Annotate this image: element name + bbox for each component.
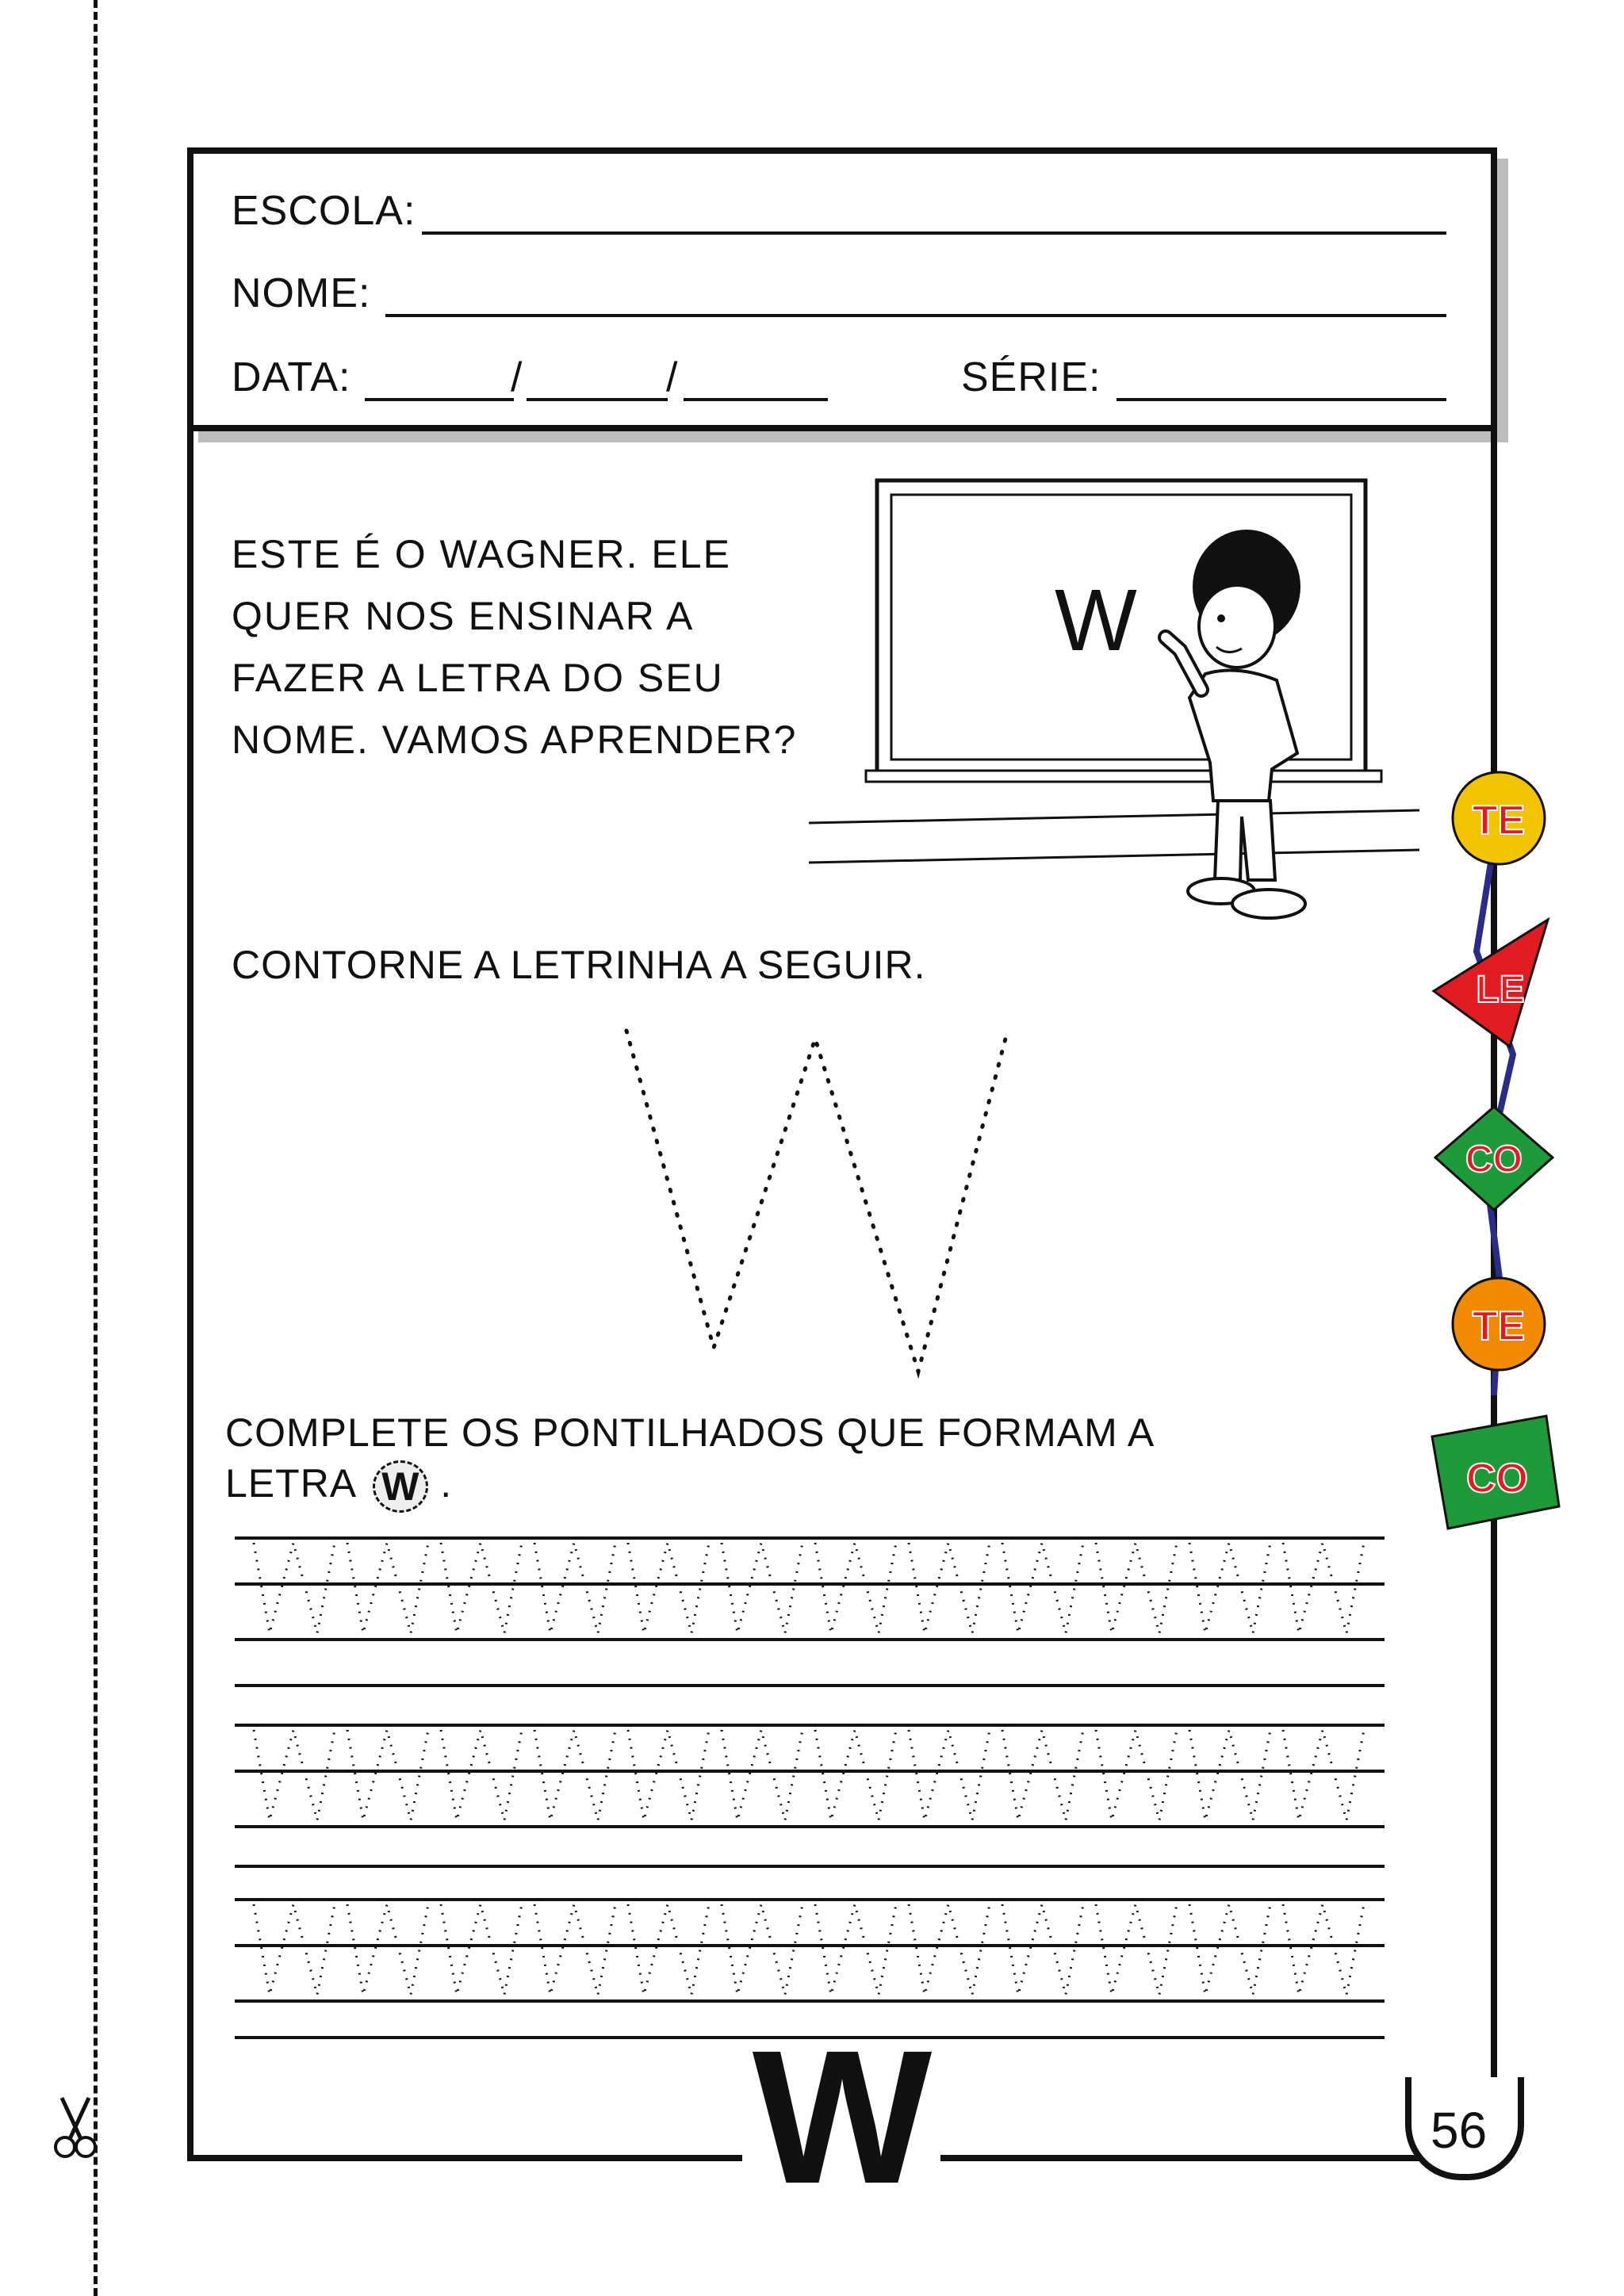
- date-separator: /: [511, 354, 523, 400]
- board-letter: W: [1055, 572, 1137, 669]
- intro-line: NOME. VAMOS APRENDER?: [232, 718, 798, 762]
- page-number: 56: [1431, 2102, 1488, 2159]
- intro-line: QUER NOS ENSINAR A: [232, 594, 695, 638]
- date-month-field[interactable]: [527, 398, 668, 401]
- intro-text: [232, 523, 797, 771]
- badge-co2-text: CO: [1466, 1456, 1528, 1502]
- complete-instruction-prefix: LETRA: [225, 1461, 355, 1506]
- practice-lines: [230, 1522, 1396, 2061]
- date-day-field[interactable]: [365, 398, 514, 401]
- cut-line: [94, 0, 98, 2296]
- date-label: DATA:: [232, 354, 351, 400]
- trace-instruction: CONTORNE A LETRINHA A SEGUIR.: [232, 943, 926, 987]
- intro-line: ESTE É O WAGNER. ELE: [232, 532, 731, 576]
- teleco-side-badges: [1427, 761, 1570, 1538]
- complete-instruction-line1: COMPLETE OS PONTILHADOS QUE FORMAM A: [225, 1410, 1155, 1455]
- school-field[interactable]: [422, 232, 1446, 235]
- name-field[interactable]: [385, 314, 1446, 317]
- complete-instruction-suffix: .: [440, 1461, 453, 1506]
- name-label: NOME:: [232, 270, 371, 316]
- grade-field[interactable]: [1116, 398, 1446, 401]
- badge-le-text: LE: [1476, 969, 1525, 1011]
- boy-at-chalkboard-illustration: [793, 468, 1427, 959]
- badge-te-text: TE: [1472, 798, 1526, 844]
- badge-te2-text: TE: [1472, 1303, 1526, 1349]
- intro-line: FAZER A LETRA DO SEU: [232, 656, 724, 700]
- badge-co-text: CO: [1465, 1138, 1522, 1181]
- scissors-icon: [48, 2093, 103, 2164]
- date-year-field[interactable]: [684, 398, 828, 401]
- letter-w-badge: W: [373, 1460, 428, 1513]
- dotted-letter-w: [603, 1023, 1015, 1387]
- date-separator: /: [666, 354, 679, 400]
- complete-instruction-line2: [225, 1460, 452, 1513]
- grade-label: SÉRIE:: [961, 354, 1101, 400]
- school-label: ESCOLA:: [232, 188, 416, 234]
- footer-big-letter: W: [752, 2011, 933, 2223]
